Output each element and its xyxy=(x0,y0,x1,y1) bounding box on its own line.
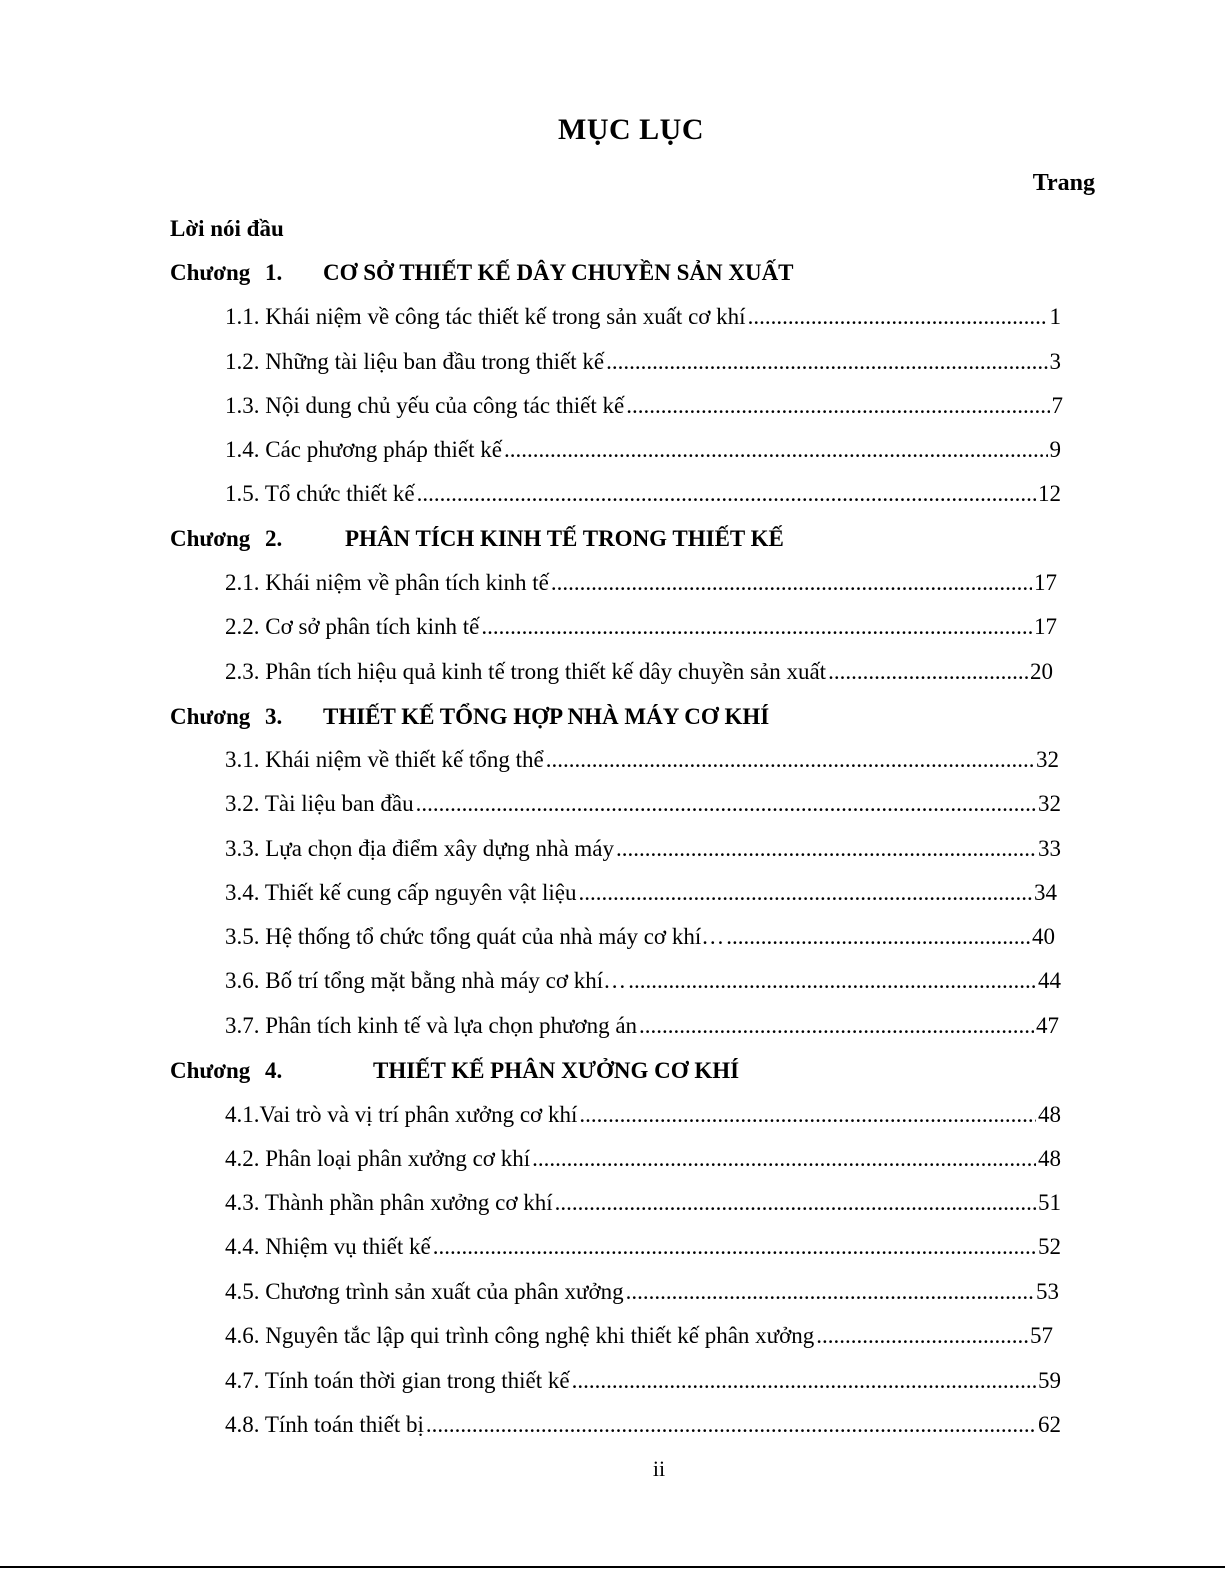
chapter-label: Chương xyxy=(170,704,251,729)
entry-page-number: 48 xyxy=(1038,1102,1061,1127)
dot-leader xyxy=(481,610,1032,644)
chapter-title: THIẾT KẾ TỔNG HỢP NHÀ MÁY CƠ KHÍ xyxy=(323,704,770,729)
dot-leader xyxy=(828,655,1028,689)
dot-leader xyxy=(579,876,1032,910)
toc-entry[interactable] xyxy=(225,477,1061,511)
entry-page-number: 12 xyxy=(1038,481,1061,506)
toc-entry[interactable] xyxy=(225,300,1061,334)
chapter-title: CƠ SỞ THIẾT KẾ DÂY CHUYỀN SẢN XUẤT xyxy=(323,260,794,285)
toc-entry[interactable] xyxy=(225,1275,1059,1309)
entry-page-number: 32 xyxy=(1036,747,1059,772)
entry-page-number: 59 xyxy=(1038,1368,1061,1393)
dot-leader xyxy=(532,1142,1036,1176)
entry-page-number: 20 xyxy=(1030,659,1053,684)
preface-entry[interactable]: Lời nói đầu xyxy=(170,216,284,241)
entry-title: 1.5. Tổ chức thiết kế xyxy=(225,481,415,506)
chapter-number: 2. xyxy=(265,526,283,551)
entry-page-number: 9 xyxy=(1049,437,1061,462)
page-title: MỤC LỤC xyxy=(558,113,704,146)
entry-title: 1.4. Các phương pháp thiết kế xyxy=(225,437,502,462)
dot-leader xyxy=(579,1098,1036,1132)
entry-title: 2.2. Cơ sở phân tích kinh tế xyxy=(225,614,480,639)
toc-entry[interactable] xyxy=(225,787,1061,821)
entry-page-number: 32 xyxy=(1038,791,1061,816)
dot-leader xyxy=(816,1319,1028,1353)
chapter-number: 1. xyxy=(265,260,283,285)
entry-title: 3.4. Thiết kế cung cấp nguyên vật liệu xyxy=(225,880,577,905)
dot-leader xyxy=(628,964,1036,998)
dot-leader xyxy=(626,1275,1034,1309)
entry-title: 4.3. Thành phần phân xưởng cơ khí xyxy=(225,1190,553,1215)
entry-title: 3.1. Khái niệm về thiết kế tổng thể xyxy=(225,747,544,772)
toc-entry[interactable] xyxy=(225,1142,1061,1176)
toc-entry[interactable] xyxy=(225,743,1059,777)
dot-leader xyxy=(433,1230,1036,1264)
footer-page-number: ii xyxy=(652,1456,666,1481)
toc-entry[interactable] xyxy=(225,1186,1061,1220)
dot-leader xyxy=(426,1408,1036,1442)
entry-page-number: 53 xyxy=(1036,1279,1059,1304)
toc-entry[interactable] xyxy=(225,389,1063,423)
toc-entry[interactable] xyxy=(225,876,1057,910)
dot-leader xyxy=(616,832,1036,866)
toc-entry[interactable] xyxy=(225,655,1053,689)
dot-leader xyxy=(606,345,1047,379)
chapter-label: Chương xyxy=(170,526,251,551)
entry-title: 1.1. Khái niệm về công tác thiết kế trong sản xuất cơ khí xyxy=(225,304,746,329)
entry-page-number: 48 xyxy=(1038,1146,1061,1171)
chapter-number: 4. xyxy=(265,1058,283,1083)
chapter-label: Chương xyxy=(170,260,251,285)
toc-entry[interactable] xyxy=(225,1364,1061,1398)
chapter-heading[interactable] xyxy=(170,1054,739,1088)
entry-page-number: 7 xyxy=(1051,393,1063,418)
entry-title: 3.6. Bố trí tổng mặt bằng nhà máy cơ khí… xyxy=(225,968,627,993)
entry-title: 3.7. Phân tích kinh tế và lựa chọn phương án xyxy=(225,1013,638,1038)
chapter-label: Chương xyxy=(170,1058,251,1083)
entry-title: 3.5. Hệ thống tổ chức tổng quát của nhà máy cơ khí… xyxy=(225,924,725,949)
chapter-heading[interactable] xyxy=(170,256,794,290)
chapter-title: THIẾT KẾ PHÂN XƯỞNG CƠ KHÍ xyxy=(373,1058,740,1083)
dot-leader xyxy=(748,300,1048,334)
entry-title: 1.2. Những tài liệu ban đầu trong thiết kế xyxy=(225,349,605,374)
page-column-header: Trang xyxy=(1032,170,1095,196)
dot-leader xyxy=(726,920,1030,954)
entry-page-number: 57 xyxy=(1030,1323,1053,1348)
entry-title: 4.8. Tính toán thiết bị xyxy=(225,1412,424,1437)
toc-entry[interactable] xyxy=(225,1319,1053,1353)
entry-title: 4.2. Phân loại phân xưởng cơ khí xyxy=(225,1146,531,1171)
entry-title: 3.3. Lựa chọn địa điểm xây dựng nhà máy xyxy=(225,836,615,861)
entry-page-number: 33 xyxy=(1038,836,1061,861)
dot-leader xyxy=(551,566,1032,600)
entry-title: 4.7. Tính toán thời gian trong thiết kế xyxy=(225,1368,570,1393)
toc-entry[interactable] xyxy=(225,832,1061,866)
entry-page-number: 17 xyxy=(1034,614,1057,639)
entry-page-number: 52 xyxy=(1038,1234,1061,1259)
toc-entry[interactable] xyxy=(225,433,1061,467)
entry-title: 2.3. Phân tích hiệu quả kinh tế trong thiết kế dây chuyền sản xuất xyxy=(225,659,827,684)
entry-title: 2.1. Khái niệm về phân tích kinh tế xyxy=(225,570,549,595)
entry-title: 4.6. Nguyên tắc lập qui trình công nghệ khi thiết kế phân xưởng xyxy=(225,1323,815,1348)
dot-leader xyxy=(626,389,1049,423)
dot-leader xyxy=(504,433,1048,467)
entry-page-number: 17 xyxy=(1034,570,1057,595)
entry-title: 3.2. Tài liệu ban đầu xyxy=(225,791,414,816)
toc-entry[interactable] xyxy=(225,1230,1061,1264)
entry-page-number: 3 xyxy=(1049,349,1061,374)
bottom-divider xyxy=(0,1566,1225,1568)
chapter-heading[interactable] xyxy=(170,700,769,734)
chapter-title: PHÂN TÍCH KINH TẾ TRONG THIẾT KẾ xyxy=(345,526,784,551)
toc-entry[interactable] xyxy=(225,1009,1059,1043)
toc-entry[interactable] xyxy=(225,610,1057,644)
dot-leader xyxy=(639,1009,1034,1043)
entry-page-number: 1 xyxy=(1049,304,1061,329)
entry-title: 4.4. Nhiệm vụ thiết kế xyxy=(225,1234,431,1259)
entry-title: 4.1.Vai trò và vị trí phân xưởng cơ khí xyxy=(225,1102,578,1127)
entry-page-number: 47 xyxy=(1036,1013,1059,1038)
entry-page-number: 62 xyxy=(1038,1412,1061,1437)
dot-leader xyxy=(572,1364,1036,1398)
dot-leader xyxy=(555,1186,1036,1220)
toc-entry[interactable] xyxy=(225,1408,1061,1442)
entry-page-number: 40 xyxy=(1032,924,1055,949)
entry-title: 1.3. Nội dung chủ yếu của công tác thiết kế xyxy=(225,393,625,418)
chapter-heading[interactable] xyxy=(170,522,784,556)
toc-entry[interactable] xyxy=(225,566,1057,600)
entry-page-number: 44 xyxy=(1038,968,1061,993)
dot-leader xyxy=(417,477,1036,511)
entry-title: 4.5. Chương trình sản xuất của phân xưởng xyxy=(225,1279,624,1304)
toc-entry[interactable] xyxy=(225,1098,1061,1132)
entry-page-number: 34 xyxy=(1034,880,1057,905)
dot-leader xyxy=(546,743,1034,777)
toc-entry[interactable] xyxy=(225,345,1061,379)
toc-entry[interactable] xyxy=(225,920,1055,954)
chapter-number: 3. xyxy=(265,704,283,729)
entry-page-number: 51 xyxy=(1038,1190,1061,1215)
dot-leader xyxy=(416,787,1036,821)
toc-entry[interactable] xyxy=(225,964,1061,998)
